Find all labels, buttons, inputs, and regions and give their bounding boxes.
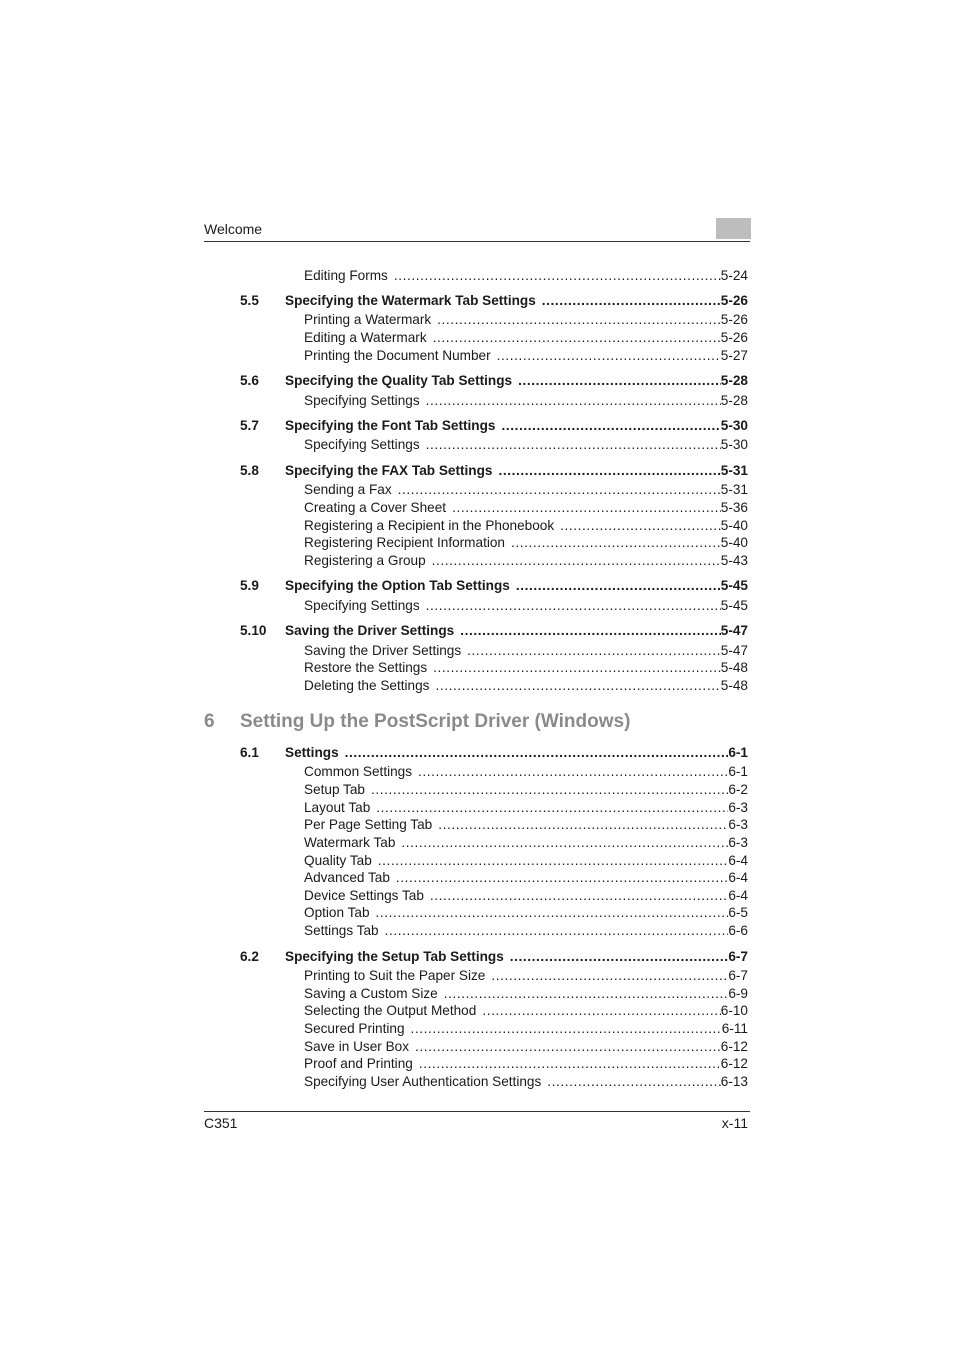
toc-entry-title: Specifying the Watermark Tab Settings (285, 293, 536, 308)
toc-subsection-entry[interactable] (0, 1038, 954, 1056)
toc-entry-line (304, 922, 748, 940)
toc-page-number: 5-27 (720, 348, 748, 363)
toc-page-number: 6-1 (728, 745, 748, 760)
toc-subsection-entry[interactable] (0, 1073, 954, 1091)
toc-entry-title: Specifying the Quality Tab Settings (285, 373, 513, 388)
toc-subsection-entry[interactable] (0, 869, 954, 887)
toc-dot-leader (420, 436, 721, 454)
toc-dot-leader (420, 597, 721, 615)
footer-page-number: x-11 (721, 1115, 748, 1131)
toc-entry-title: Specifying the Option Tab Settings (285, 578, 510, 593)
toc-dot-leader (426, 552, 721, 570)
toc-page-number: 5-26 (720, 293, 748, 308)
toc-dot-leader (424, 887, 728, 905)
toc-section-number: 5.10 (240, 623, 267, 638)
toc-dot-leader (429, 677, 720, 695)
toc-section-number: 5.7 (240, 418, 259, 433)
toc-page-number: 5-26 (720, 330, 748, 345)
toc-entry-title: Specifying the Setup Tab Settings (285, 949, 504, 964)
toc-dot-leader (370, 904, 729, 922)
running-header-title: Welcome (204, 221, 263, 237)
footer-model: C351 (204, 1115, 238, 1131)
toc-subsection-entry[interactable] (0, 799, 954, 817)
toc-dot-leader (492, 462, 720, 480)
footer-divider (204, 1111, 750, 1112)
toc-entry-line (304, 642, 748, 660)
toc-subsection-entry[interactable] (0, 904, 954, 922)
toc-entry-line (304, 781, 748, 799)
toc-subsection-entry[interactable] (0, 659, 954, 677)
chapter-title: Setting Up the PostScript Driver (Windows) (240, 711, 631, 732)
toc-entry-line (304, 311, 748, 329)
toc-section-number: 5.5 (240, 293, 259, 308)
toc-dot-leader (510, 577, 721, 595)
toc-page-number: 6-11 (721, 1021, 748, 1036)
toc-section-number: 5.8 (240, 463, 259, 478)
toc-entry-line (285, 292, 748, 310)
toc-entry-title: Specifying the FAX Tab Settings (285, 463, 493, 478)
toc-section-entry[interactable] (0, 744, 954, 762)
toc-entry-line (304, 799, 748, 817)
toc-entry-title: Registering a Group (304, 553, 426, 568)
toc-entry-line (285, 372, 748, 390)
toc-entry-line (304, 1073, 748, 1091)
toc-dot-leader (554, 517, 721, 535)
toc-entry-line (304, 1055, 748, 1073)
toc-page-number: 5-47 (720, 643, 748, 658)
toc-page-number: 5-45 (720, 598, 748, 613)
toc-entry-line (285, 948, 748, 966)
toc-subsection-entry[interactable] (0, 436, 954, 454)
toc-subsection-entry[interactable] (0, 887, 954, 905)
toc-entry-title: Setup Tab (304, 782, 365, 797)
toc-entry-title: Proof and Printing (304, 1056, 413, 1071)
toc-entry-line (304, 985, 748, 1003)
toc-entry-title: Registering Recipient Information (304, 535, 505, 550)
toc-section-entry[interactable] (0, 577, 954, 595)
toc-section-entry[interactable] (0, 292, 954, 310)
toc-entry-title: Per Page Setting Tab (304, 817, 433, 832)
toc-page-number: 6-10 (720, 1003, 748, 1018)
toc-dot-leader (409, 1038, 721, 1056)
toc-page-number: 5-28 (720, 393, 748, 408)
toc-entry-line (304, 869, 748, 887)
toc-section-number: 5.6 (240, 373, 259, 388)
toc-entry-line (304, 852, 748, 870)
toc-entry-line (304, 481, 748, 499)
toc-page-number: 6-4 (728, 870, 748, 885)
toc-page-number: 6-3 (728, 817, 748, 832)
toc-entry-line (304, 347, 748, 365)
toc-entry-line (304, 834, 748, 852)
toc-entry-line (304, 499, 748, 517)
toc-entry-line (285, 417, 748, 435)
toc-section-number: 6.1 (240, 745, 259, 760)
toc-entry-title: Device Settings Tab (304, 888, 424, 903)
toc-subsection-entry[interactable] (0, 985, 954, 1003)
toc-dot-leader (541, 1073, 721, 1091)
toc-subsection-entry[interactable] (0, 311, 954, 329)
toc-entry-line (304, 1020, 748, 1038)
toc-entry-title: Specifying the Font Tab Settings (285, 418, 496, 433)
toc-dot-leader (427, 329, 721, 347)
toc-entry-line (304, 816, 748, 834)
toc-dot-leader (388, 267, 721, 285)
toc-page-number: 6-7 (728, 949, 748, 964)
toc-entry-title: Deleting the Settings (304, 678, 430, 693)
toc-entry-line (304, 534, 748, 552)
toc-subsection-entry[interactable] (0, 763, 954, 781)
toc-subsection-entry[interactable] (0, 329, 954, 347)
toc-entry-title: Saving the Driver Settings (285, 623, 455, 638)
chapter-number: 6 (204, 711, 215, 732)
toc-subsection-entry[interactable] (0, 347, 954, 365)
toc-subsection-entry[interactable] (0, 922, 954, 940)
toc-subsection-entry[interactable] (0, 781, 954, 799)
toc-page-number: 5-47 (720, 623, 748, 638)
toc-dot-leader (536, 292, 721, 310)
toc-page-number: 6-4 (728, 853, 748, 868)
header-divider (204, 241, 750, 242)
toc-entry-line (285, 462, 748, 480)
toc-entry-title: Settings (285, 745, 339, 760)
toc-page-number: 5-48 (720, 678, 748, 693)
toc-page-number: 6-2 (728, 782, 748, 797)
toc-entry-line (304, 1038, 748, 1056)
toc-entry-line (304, 904, 748, 922)
toc-dot-leader (420, 392, 721, 410)
toc-entry-line (304, 677, 748, 695)
toc-dot-leader (454, 622, 721, 640)
toc-entry-line (285, 744, 748, 762)
toc-dot-leader (461, 642, 721, 660)
toc-page-number: 6-13 (720, 1074, 748, 1089)
toc-subsection-entry[interactable] (0, 852, 954, 870)
toc-entry-line (304, 763, 748, 781)
toc-entry-line (304, 967, 748, 985)
toc-page-number: 5-24 (720, 268, 748, 283)
toc-dot-leader (392, 481, 721, 499)
toc-page-number: 5-26 (720, 312, 748, 327)
toc-entry-line (304, 329, 748, 347)
toc-entry-title: Specifying Settings (304, 437, 420, 452)
toc-subsection-entry[interactable] (0, 481, 954, 499)
toc-dot-leader (446, 499, 721, 517)
toc-subsection-entry[interactable] (0, 534, 954, 552)
toc-subsection-entry[interactable] (0, 552, 954, 570)
toc-dot-leader (512, 372, 721, 390)
toc-subsection-entry[interactable] (0, 1055, 954, 1073)
toc-subsection-entry[interactable] (0, 642, 954, 660)
toc-subsection-entry[interactable] (0, 1020, 954, 1038)
toc-dot-leader (365, 781, 728, 799)
toc-page-number: 6-1 (728, 764, 748, 779)
toc-dot-leader (390, 869, 728, 887)
toc-entry-line (304, 552, 748, 570)
toc-dot-leader (370, 799, 728, 817)
toc-dot-leader (413, 1055, 721, 1073)
toc-section-number: 5.9 (240, 578, 259, 593)
toc-dot-leader (395, 834, 728, 852)
toc-entry-line (304, 267, 748, 285)
toc-dot-leader (431, 311, 721, 329)
toc-entry-title: Saving the Driver Settings (304, 643, 462, 658)
toc-entry-line (304, 659, 748, 677)
toc-entry-title: Specifying Settings (304, 393, 420, 408)
toc-dot-leader (504, 948, 729, 966)
toc-entry-title: Printing the Document Number (304, 348, 491, 363)
toc-page-number: 5-28 (720, 373, 748, 388)
toc-dot-leader (495, 417, 720, 435)
toc-entry-title: Printing to Suit the Paper Size (304, 968, 486, 983)
toc-page-number: 5-45 (720, 578, 748, 593)
toc-subsection-entry[interactable] (0, 967, 954, 985)
toc-page-number: 5-30 (720, 418, 748, 433)
toc-entry-title: Printing a Watermark (304, 312, 432, 327)
toc-dot-leader (379, 922, 729, 940)
toc-dot-leader (485, 967, 728, 985)
toc-section-entry[interactable] (0, 372, 954, 390)
toc-page-number: 5-36 (720, 500, 748, 515)
toc-entry-line (285, 622, 748, 640)
toc-entry-line (304, 436, 748, 454)
toc-page-number: 6-3 (728, 835, 748, 850)
toc-page-number: 6-4 (728, 888, 748, 903)
toc-entry-line (304, 1002, 748, 1020)
toc-entry-title: Option Tab (304, 905, 370, 920)
toc-section-entry[interactable] (0, 948, 954, 966)
toc-section-entry[interactable] (0, 462, 954, 480)
toc-entry-title: Settings Tab (304, 923, 379, 938)
header-tab-marker (716, 218, 751, 239)
toc-page-number: 6-3 (728, 800, 748, 815)
toc-page-number: 6-6 (728, 923, 748, 938)
toc-dot-leader (372, 852, 729, 870)
toc-dot-leader (432, 816, 728, 834)
toc-entry-title: Selecting the Output Method (304, 1003, 477, 1018)
toc-entry-title: Creating a Cover Sheet (304, 500, 447, 515)
toc-page-number: 5-48 (720, 660, 748, 675)
toc-section-number: 6.2 (240, 949, 259, 964)
toc-entry-title: Restore the Settings (304, 660, 428, 675)
toc-dot-leader (438, 985, 729, 1003)
toc-page-number: 6-12 (720, 1056, 748, 1071)
toc-entry-title: Specifying Settings (304, 598, 420, 613)
toc-entry-title: Registering a Recipient in the Phonebook (304, 518, 555, 533)
toc-page-number: 6-5 (728, 905, 748, 920)
toc-dot-leader (427, 659, 721, 677)
toc-subsection-entry[interactable] (0, 499, 954, 517)
toc-entry-title: Layout Tab (304, 800, 371, 815)
toc-subsection-entry[interactable] (0, 834, 954, 852)
toc-entry-title: Saving a Custom Size (304, 986, 438, 1001)
toc-page-number: 5-43 (720, 553, 748, 568)
toc-entry-title: Sending a Fax (304, 482, 392, 497)
toc-entry-title: Watermark Tab (304, 835, 396, 850)
toc-entry-title: Editing Forms (304, 268, 388, 283)
toc-entry-title: Common Settings (304, 764, 413, 779)
toc-entry-line (304, 392, 748, 410)
toc-entry-title: Editing a Watermark (304, 330, 427, 345)
toc-subsection-entry[interactable] (0, 677, 954, 695)
toc-page-number: 6-12 (720, 1039, 748, 1054)
toc-entry-line (304, 597, 748, 615)
toc-page-number: 5-40 (720, 535, 748, 550)
toc-page-number: 5-40 (720, 518, 748, 533)
toc-subsection-entry[interactable] (0, 1002, 954, 1020)
toc-page-number: 5-31 (720, 482, 748, 497)
toc-entry-line (304, 517, 748, 535)
toc-dot-leader (491, 347, 721, 365)
toc-dot-leader (476, 1002, 720, 1020)
toc-page-number: 5-31 (720, 463, 748, 478)
toc-entry-title: Quality Tab (304, 853, 372, 868)
toc-entry-title: Save in User Box (304, 1039, 410, 1054)
toc-page-number: 6-7 (728, 968, 748, 983)
toc-entry-title: Advanced Tab (304, 870, 390, 885)
toc-subsection-entry[interactable] (0, 597, 954, 615)
toc-entry-title: Specifying User Authentication Settings (304, 1074, 542, 1089)
toc-entry-title: Secured Printing (304, 1021, 405, 1036)
toc-dot-leader (505, 534, 721, 552)
toc-page-number: 6-9 (728, 986, 748, 1001)
toc-section-entry[interactable] (0, 417, 954, 435)
toc-dot-leader (339, 744, 729, 762)
toc-dot-leader (412, 763, 728, 781)
toc-entry-line (285, 577, 748, 595)
toc-section-entry[interactable] (0, 622, 954, 640)
toc-subsection-entry[interactable] (0, 267, 954, 285)
toc-page-number: 5-30 (720, 437, 748, 452)
toc-entry-line (304, 887, 748, 905)
toc-subsection-entry[interactable] (0, 517, 954, 535)
toc-dot-leader (405, 1020, 722, 1038)
toc-subsection-entry[interactable] (0, 816, 954, 834)
toc-subsection-entry[interactable] (0, 392, 954, 410)
